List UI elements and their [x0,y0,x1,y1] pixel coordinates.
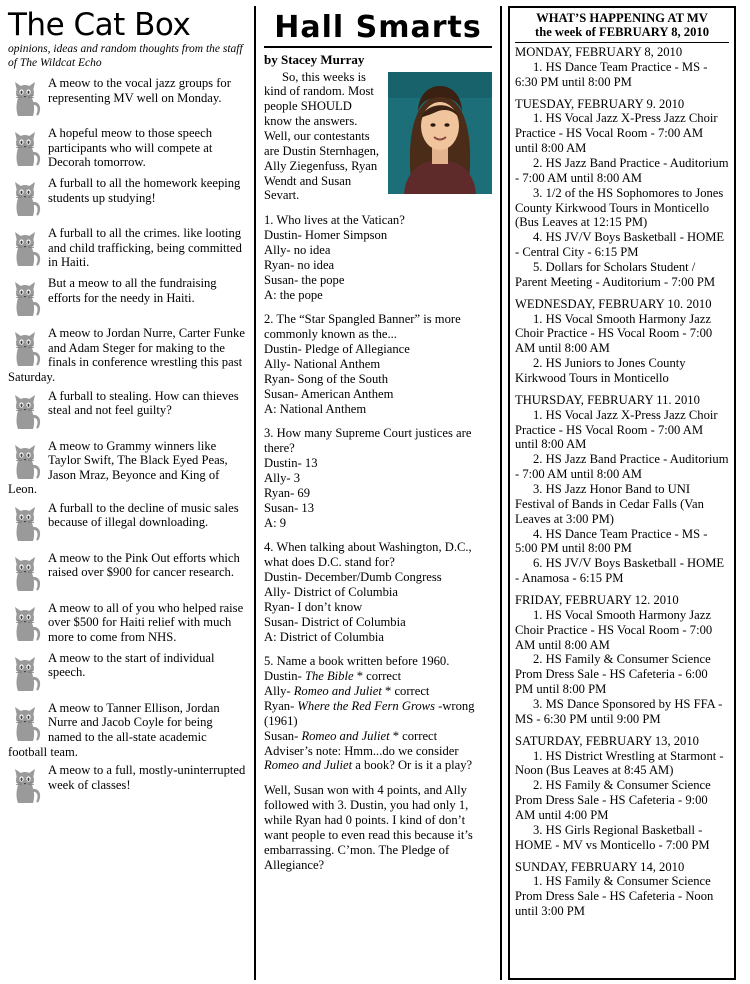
happening-day [515,734,729,853]
cat-silhouette-icon [8,128,46,168]
cat-box-column [6,6,254,980]
cat-silhouette-icon [8,603,46,643]
cat-silhouette-icon [8,441,46,481]
cat-box-item [8,701,246,759]
cat-box-item [8,601,246,647]
cat-box-item [8,126,246,172]
cat-box-item-text: A meow to a full, mostly-uninterrupted week of classes! [48,763,246,792]
cat-silhouette-icon [8,391,46,431]
cat-silhouette-icon [8,503,46,543]
question-answer: Susan- the pope [264,272,345,287]
happening-day [515,297,729,386]
cat-silhouette-icon [8,553,46,593]
cat-silhouette-icon [8,278,46,318]
question-correct-answer: A: District of Columbia [264,629,384,644]
happening-event: 1. HS Vocal Smooth Harmony Jazz Choir Practice - HS Vocal Room - 7:00 AM until 8:00 AM [515,311,713,356]
cat-silhouette-icon [8,441,46,481]
happening-event: 4. HS Dance Team Practice - MS - 5:00 PM until 8:00 PM [515,526,708,556]
cat-box-item [8,501,246,547]
happening-event: 1. HS Vocal Jazz X-Press Jazz Choir Practice - HS Vocal Room - 7:00 AM until 8:00 AM [515,407,718,452]
hall-closing-paragraph: Well, Susan won with 4 points, and Ally followed with 3. Dustin, you had only 1, while Ryan had 0 points. I kind of don’t want people to even read this because it’s embarrassing. C’mon. The Pledge of Allegiance? [264,783,473,872]
cat-box-item-text: A meow to all of you who helped raise over $500 for Haiti relief with much more to come from NHS. [48,600,244,645]
happening-day [515,393,729,586]
question-5-prompt: 5. Name a book written before 1960. [264,654,450,669]
cat-box-item [8,551,246,597]
question-prompt: 4. When talking about Washington, D.C., what does D.C. stand for? [264,540,472,570]
cat-silhouette-icon [8,78,46,118]
cat-silhouette-icon [8,765,46,805]
question-answer: Ryan- I don’t know [264,599,363,614]
question-answer: Ryan- 69 [264,485,311,500]
happening-day-name: TUESDAY, FEBRUARY 9. 2010 [515,96,685,111]
question-answer: Susan- District of Columbia [264,614,406,629]
question-correct-answer: A: National Anthem [264,401,367,416]
cat-box-item [8,226,246,272]
whats-happening-days [515,45,729,919]
question-answer: Susan- American Anthem [264,386,394,401]
question-prompt: 2. The “Star Spangled Banner” is more commonly known as the... [264,312,461,342]
hall-question-block [264,213,492,302]
cat-box-item-text: But a meow to all the fundraising efforts for the needy in Haiti. [48,276,217,305]
question-5-answer-dustin: Dustin- The Bible * correct [264,669,402,684]
question-5-answer-ryan: Ryan- Where the Red Fern Grows -wrong (1961) [264,699,475,728]
happening-event: 3. 1/2 of the HS Sophomores to Jones County Kirkwood Tours in Monticello (Bus Leaves at 12:15 PM) [515,185,724,230]
cat-box-item [8,389,246,435]
happening-day-name: SUNDAY, FEBRUARY 14, 2010 [515,859,685,874]
hall-smarts-column [254,6,502,980]
question-answer: Ally- 3 [264,470,301,485]
question-correct-answer: A: the pope [264,287,323,302]
question-answer: Dustin- December/Dumb Congress [264,570,442,585]
cat-box-item-text: A meow to Grammy winners like Taylor Swift, The Black Eyed Peas, Jason Mraz, Beyonce and King of Leon. [8,438,228,497]
cat-box-item-text: A meow to the Pink Out efforts which raised over $900 for cancer research. [48,550,240,580]
happening-event: 1. HS District Wrestling at Starmont - Noon (Bus Leaves at 8:45 AM) [515,748,724,778]
cat-silhouette-icon [8,328,46,368]
cat-box-item-text: A meow to the vocal jazz groups for representing MV well on Monday. [48,76,231,105]
happening-event: 1. HS Dance Team Practice - MS - 6:30 PM until 8:00 PM [515,59,708,89]
advisers-note: Adviser’s note: Hmm...do we consider Romeo and Juliet a book? Or is it a play? [264,743,473,773]
cat-silhouette-icon [8,703,46,743]
cat-silhouette-icon [8,603,46,643]
happening-day [515,860,729,919]
hall-question-block [264,426,492,530]
happening-event: 5. Dollars for Scholars Student / Parent Meeting - Auditorium - 7:00 PM [515,259,716,289]
happening-event: 1. HS Vocal Smooth Harmony Jazz Choir Practice - HS Vocal Room - 7:00 AM until 8:00 AM [515,607,713,652]
happening-event: 3. HS Jazz Honor Band to UNI Festival of Bands in Cedar Falls (Van Leaves at 3:00 PM) [515,482,704,526]
question-answer: Ryan- Song of the South [264,371,389,386]
cat-box-item-text: A meow to Jordan Nurre, Carter Funke and Adam Steger for making to the finals in conference wrestling this past Saturday. [8,326,245,384]
cat-box-item [8,76,246,122]
cat-box-item [8,176,246,222]
cat-silhouette-icon [8,553,46,593]
happening-event: 1. HS Family & Consumer Science Prom Dress Sale - HS Cafeteria - Noon until 3:00 PM [515,874,714,919]
cat-box-item-text: A furball to all the homework keeping students up studying! [48,176,241,205]
cat-silhouette-icon [8,228,46,268]
cat-box-item-text: A furball to all the crimes. like looting and child trafficking, being committed in Haiti. [48,226,242,270]
happening-day-name: MONDAY, FEBRUARY 8, 2010 [515,44,683,59]
question-prompt: 3. How many Supreme Court justices are there? [264,426,472,456]
happening-day-name: THURSDAY, FEBRUARY 11. 2010 [515,392,700,407]
happening-day [515,593,729,727]
happening-event: 1. HS Vocal Jazz X-Press Jazz Choir Practice - HS Vocal Room - 7:00 AM until 8:00 AM [515,111,718,156]
happening-event: 6. HS JV/V Boys Basketball - HOME - Anamosa - 6:15 PM [515,556,725,586]
hall-questions-list [264,213,492,644]
question-prompt: 1. Who lives at the Vatican? [264,213,405,228]
hall-smarts-title: Hall Smarts [274,10,482,45]
happening-event: 2. HS Family & Consumer Science Prom Dress Sale - HS Cafeteria - 9:00 AM until 4:00 PM [515,778,711,823]
cat-box-list [8,76,246,809]
hall-question-block [264,312,492,416]
cat-silhouette-icon [8,653,46,693]
cat-box-item-text: A furball to the decline of music sales because of illegal downloading. [48,500,239,530]
portrait-photo-icon [388,72,492,194]
hall-question-block [264,540,492,644]
question-answer: Ally- National Anthem [264,356,381,371]
question-answer: Dustin- Homer Simpson [264,228,388,243]
cat-box-item-text: A furball to stealing. How can thieves steal and not feel guilty? [48,388,239,418]
question-answer: Ally- no idea [264,242,331,257]
hall-intro-paragraph: So, this weeks is kind of random. Most people SHOULD know the answers. Well, our contestants are Dustin Sternhagen, Ally Ziegenfuss, Ryan Wendt and Susan Sevart. [264,69,380,203]
cat-silhouette-icon [8,391,46,431]
whats-happening-title-line1: WHAT’S HAPPENING AT MV [536,11,708,25]
divider [515,42,729,43]
happening-day-name: FRIDAY, FEBRUARY 12. 2010 [515,593,679,608]
cat-silhouette-icon [8,653,46,693]
happening-event: 2. HS Jazz Band Practice - Auditorium - 7:00 AM until 8:00 AM [515,452,729,482]
happening-event: 3. MS Dance Sponsored by HS FFA - MS - 6:30 PM until 9:00 PM [515,697,723,726]
question-answer: Ryan- no idea [264,257,335,272]
question-answer: Susan- 13 [264,500,315,515]
question-5-answer-ally: Ally- Romeo and Juliet * correct [264,684,430,699]
cat-silhouette-icon [8,328,46,368]
happening-event: 4. HS JV/V Boys Basketball - HOME - Central City - 6:15 PM [515,230,725,260]
cat-silhouette-icon [8,128,46,168]
cat-silhouette-icon [8,765,46,805]
question-correct-answer: A: 9 [264,515,287,530]
cat-box-subtitle: opinions, ideas and random thoughts from the staff of The Wildcat Echo [8,43,243,69]
hall-smarts-byline: by Stacey Murray [264,51,365,67]
cat-box-item [8,651,246,697]
happening-day [515,97,729,290]
happening-day [515,45,729,90]
cat-box-item [8,763,246,809]
cat-silhouette-icon [8,78,46,118]
cat-silhouette-icon [8,503,46,543]
cat-silhouette-icon [8,228,46,268]
cat-box-title: The Cat Box [8,7,191,43]
cat-box-item [8,439,246,497]
question-answer: Dustin- 13 [264,456,318,471]
author-photo [388,72,492,194]
happening-event: 3. HS Girls Regional Basketball - HOME - MV vs Monticello - 7:00 PM [515,822,710,852]
cat-silhouette-icon [8,703,46,743]
question-5-answer-susan: Susan- Romeo and Juliet * correct [264,728,438,743]
whats-happening-title-line2: the week of FEBRUARY 8, 2010 [535,25,709,40]
cat-box-item-text: A hopeful meow to those speech participants who will compete at Decorah tomorrow. [48,126,213,170]
cat-box-item-text: A meow to the start of individual speech. [48,650,215,680]
whats-happening-title [515,11,729,40]
cat-box-item-text: A meow to Tanner Ellison, Jordan Nurre and Jacob Coyle for being named to the all-state academic football team. [8,700,220,759]
cat-box-item [8,276,246,322]
whats-happening-box [508,6,736,980]
cat-silhouette-icon [8,178,46,218]
question-answer: Ally- District of Columbia [264,585,398,599]
cat-silhouette-icon [8,278,46,318]
cat-silhouette-icon [8,178,46,218]
happening-event: 2. HS Jazz Band Practice - Auditorium - 7:00 AM until 8:00 AM [515,155,729,185]
divider [264,46,492,48]
question-answer: Dustin- Pledge of Allegiance [264,342,410,357]
happening-event: 2. HS Juniors to Jones County Kirkwood Tours in Monticello [515,356,686,385]
happening-day-name: WEDNESDAY, FEBRUARY 10. 2010 [515,296,712,311]
happening-day-name: SATURDAY, FEBRUARY 13, 2010 [515,733,699,748]
cat-box-item [8,326,246,384]
happening-event: 2. HS Family & Consumer Science Prom Dress Sale - HS Cafeteria - 6:00 PM until 8:00 PM [515,652,711,697]
